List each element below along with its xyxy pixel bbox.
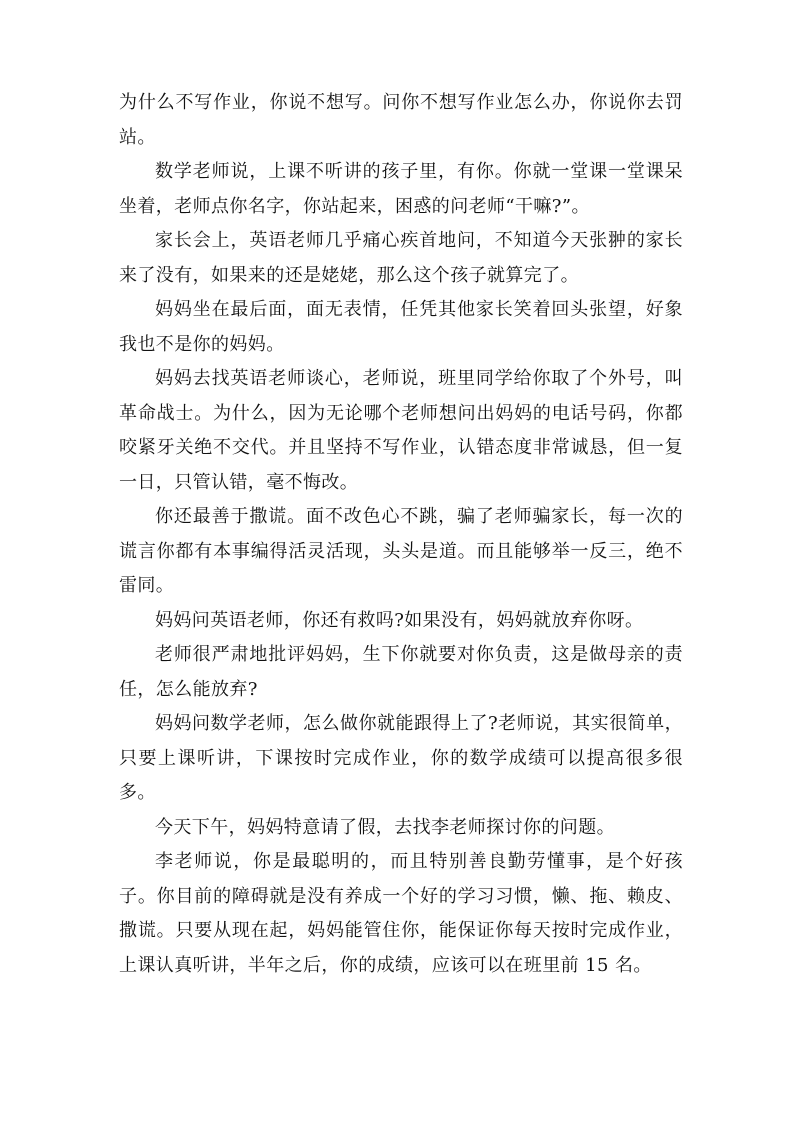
paragraph-4: 妈妈坐在最后面，面无表情，任凭其他家长笑着回头张望，好象我也不是你的妈妈。 [119, 299, 683, 355]
paragraph-10: 今天下午，妈妈特意请了假，去找李老师探讨你的问题。 [155, 816, 615, 838]
paragraph-2: 数学老师说，上课不听讲的孩子里，有你。你就一堂课一堂课呆坐着，老师点你名字，你站起来，困惑的问老师“干嘛?”。 [119, 161, 683, 217]
paragraph-6: 你还最善于撒谎。面不改色心不跳，骗了老师骗家长，每一次的谎言你都有本事编得活灵活现，头头是道。而且能够举一反三，绝不雷同。 [119, 506, 683, 596]
paragraph-7: 妈妈问英语老师，你还有救吗?如果没有，妈妈就放弃你呀。 [155, 609, 644, 631]
paragraph-11: 李老师说，你是最聪明的，而且特别善良勤劳懂事，是个好孩子。你目前的障碍就是没有养成一个好的学习习惯，懒、拖、赖皮、撒谎。只要从现在起，妈妈能管住你，能保证你每天按时完成作业，上课认真听讲，半年之后，你的成绩，应该可以在班里前 15 名。 [119, 851, 683, 976]
paragraph-9: 妈妈问数学老师，怎么做你就能跟得上了?老师说，其实很简单，只要上课听讲，下课按时完成作业，你的数学成绩可以提高很多很多。 [119, 713, 683, 803]
document-body [119, 86, 683, 983]
paragraph-3: 家长会上，英语老师几乎痛心疾首地问，不知道今天张翀的家长来了没有，如果来的还是姥姥，那么这个孩子就算完了。 [119, 230, 683, 286]
paragraph-5: 妈妈去找英语老师谈心，老师说，班里同学给你取了个外号，叫革命战士。为什么，因为无论哪个老师想问出妈妈的电话号码，你都咬紧牙关绝不交代。并且坚持不写作业，认错态度非常诚恳，但一复一日，只管认错，毫不悔改。 [119, 368, 683, 493]
paragraph-8: 老师很严肃地批评妈妈，生下你就要对你负责，这是做母亲的责任，怎么能放弃? [119, 644, 683, 700]
paragraph-1: 为什么不写作业，你说不想写。问你不想写作业怎么办，你说你去罚站。 [119, 92, 683, 148]
